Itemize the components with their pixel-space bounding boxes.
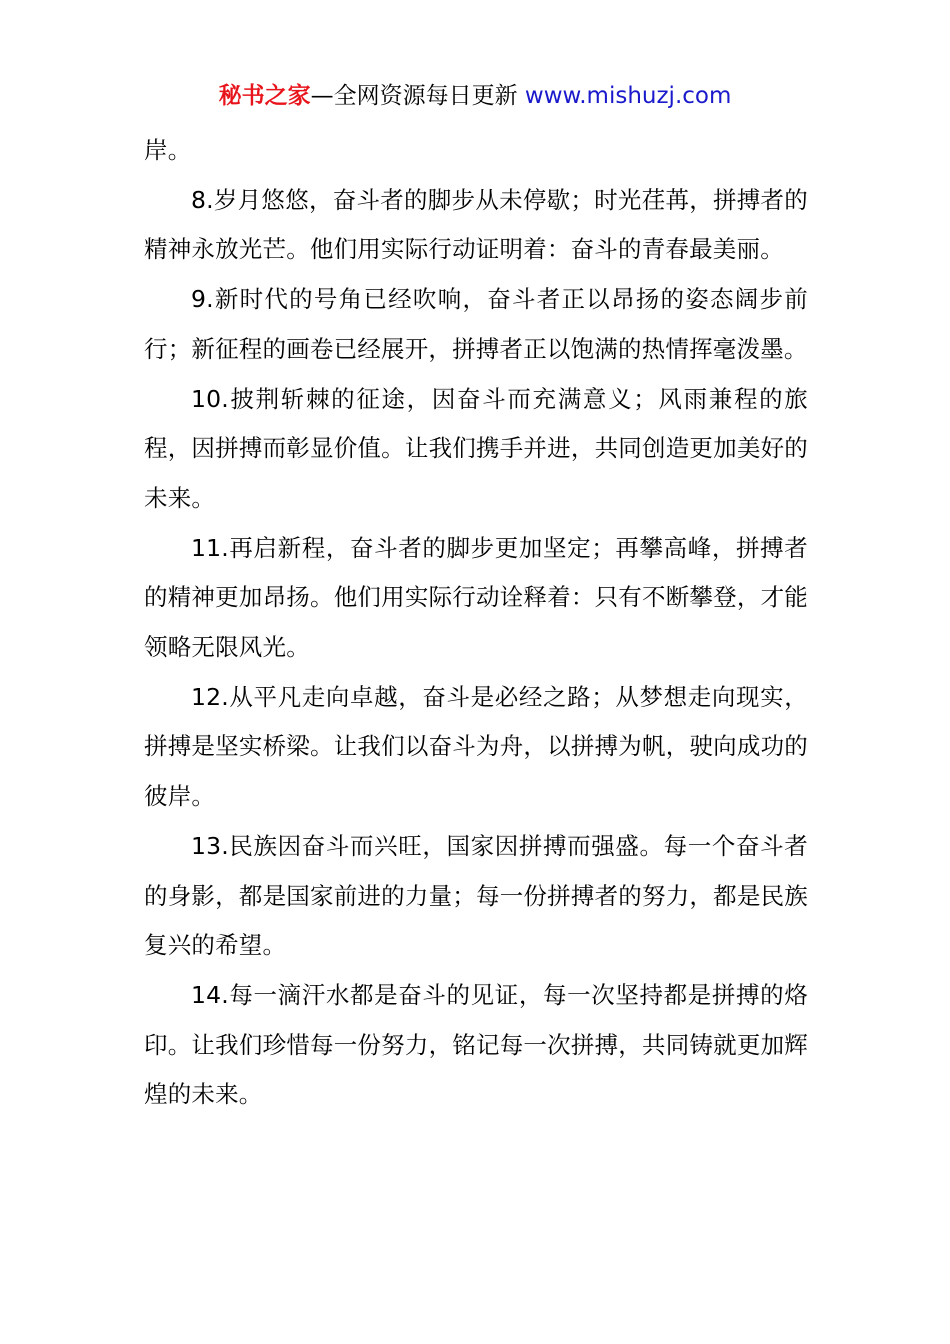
site-brand: 秘书之家: [218, 83, 311, 109]
paragraph-12: 12.从平凡走向卓越，奋斗是必经之路；从梦想走向现实，拼搏是坚实桥梁。让我们以奋斗为舟，以拼搏为帆，驶向成功的彼岸。: [144, 682, 808, 811]
paragraph-13: 13.民族因奋斗而兴旺，国家因拼搏而强盛。每一个奋斗者的身影，都是国家前进的力量；每一份拼搏者的努力，都是民族复兴的希望。: [144, 831, 808, 960]
document-body: [144, 126, 808, 1120]
paragraph-9: 9.新时代的号角已经吹响，奋斗者正以昂扬的姿态阔步前行；新征程的画卷已经展开，拼搏者正以饱满的热情挥毫泼墨。: [144, 285, 808, 363]
paragraph-14: 14.每一滴汗水都是奋斗的见证，每一次坚持都是拼搏的烙印。让我们珍惜每一份努力，铭记每一次拼搏，共同铸就更加辉煌的未来。: [144, 980, 808, 1109]
site-tagline: —全网资源每日更新: [310, 83, 525, 109]
paragraph-8: 8.岁月悠悠，奋斗者的脚步从未停歇；时光荏苒，拼搏者的精神永放光芒。他们用实际行动证明着：奋斗的青春最美丽。: [144, 185, 808, 264]
page-header: [0, 80, 950, 112]
paragraph-continuation: 岸。: [144, 136, 192, 164]
site-url-link[interactable]: www.mishuzj.com: [524, 83, 732, 109]
paragraph-10: 10.披荆斩棘的征途，因奋斗而充满意义；风雨兼程的旅程，因拼搏而彰显价值。让我们携手并进，共同创造更加美好的未来。: [144, 384, 808, 512]
paragraph-11: 11.再启新程，奋斗者的脚步更加坚定；再攀高峰，拼搏者的精神更加昂扬。他们用实际行动诠释着：只有不断攀登，才能领略无限风光。: [144, 533, 808, 662]
